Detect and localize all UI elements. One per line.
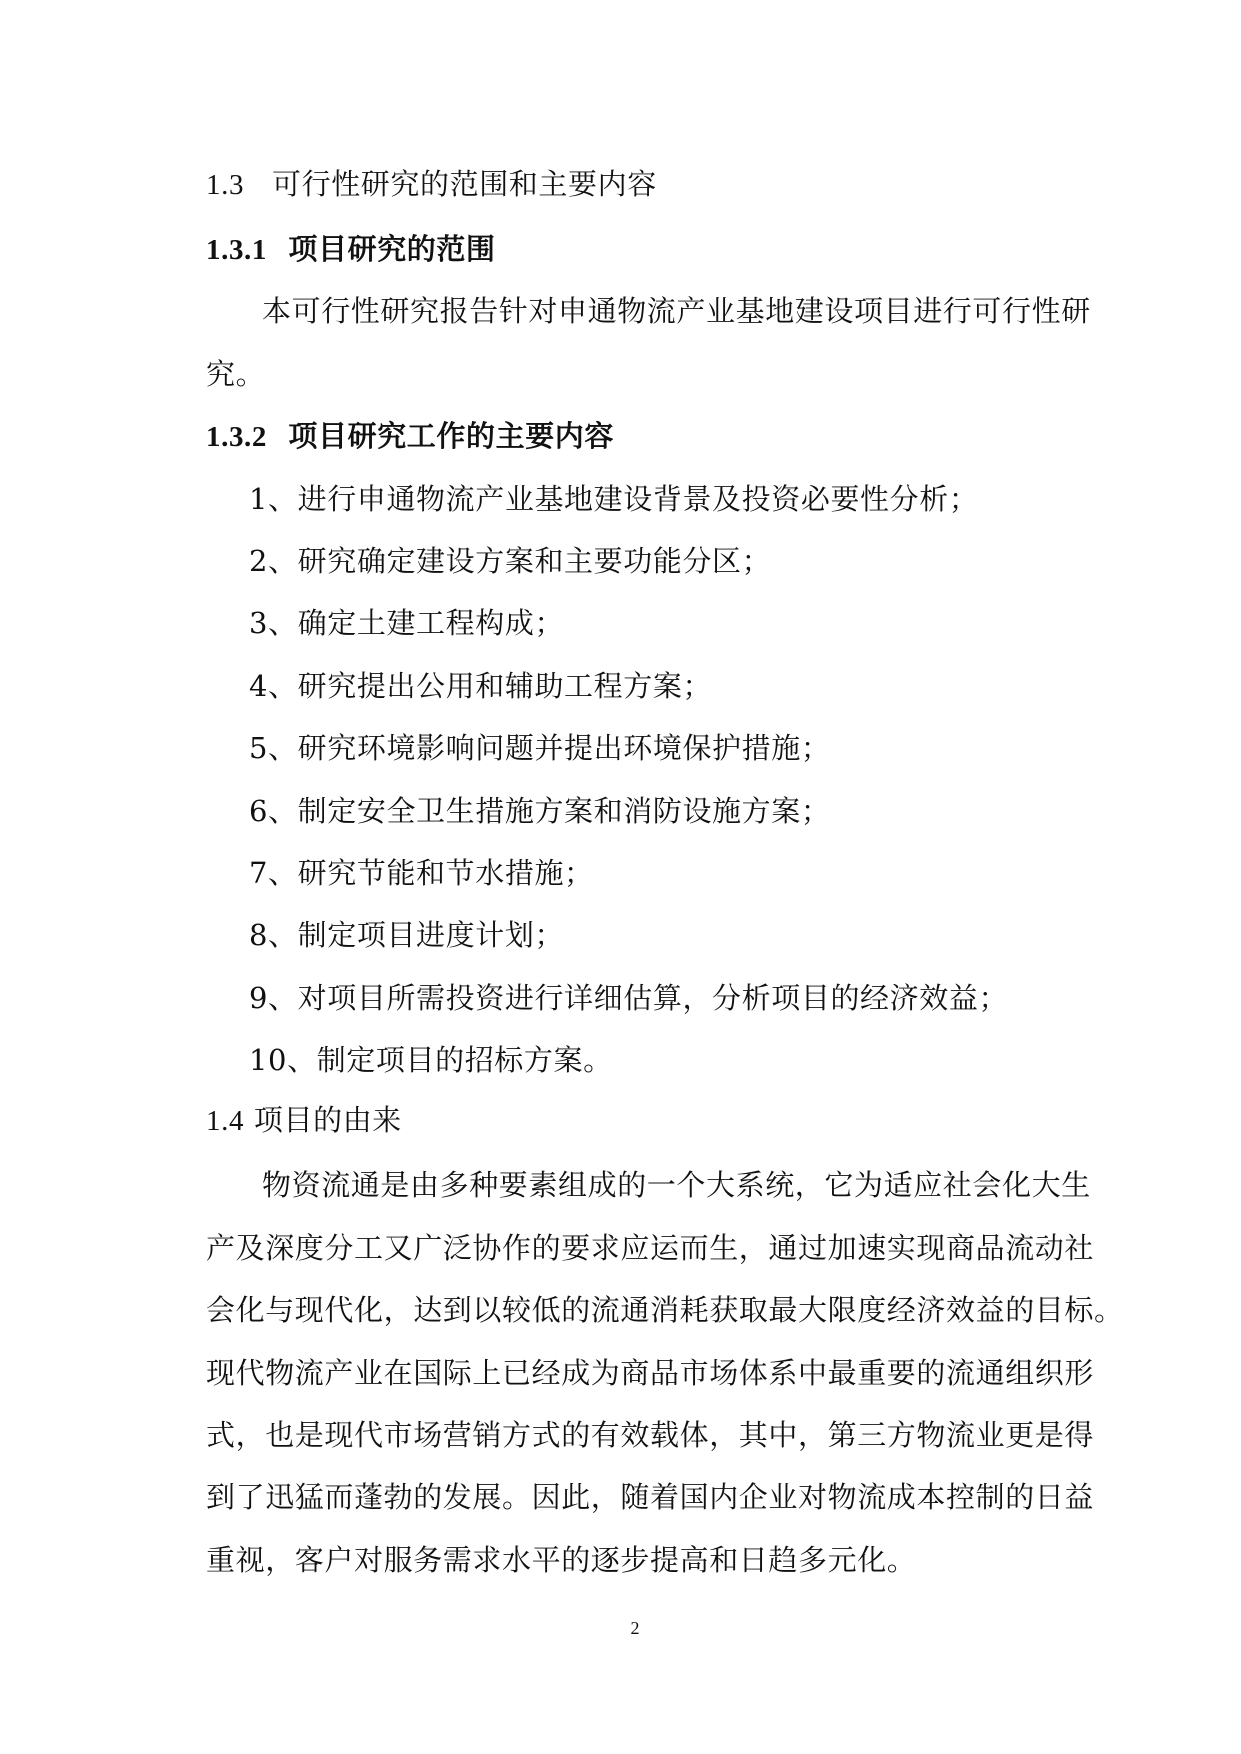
paragraph-line: 现代物流产业在国际上已经成为商品市场体系中最重要的流通组织形	[206, 1356, 1095, 1390]
list-item: 8、制定项目进度计划；	[249, 918, 565, 952]
paragraph-line: 究。	[206, 357, 266, 391]
section-number: 1.3	[206, 169, 245, 201]
list-item: 4、研究提出公用和辅助工程方案；	[249, 669, 713, 703]
list-item: 10、制定项目的招标方案。	[249, 1043, 613, 1077]
paragraph-line: 本可行性研究报告针对申通物流产业基地建设项目进行可行性研	[262, 294, 1091, 328]
subsection-number: 1.3.2	[206, 421, 267, 453]
list-item: 3、确定土建工程构成；	[249, 606, 565, 640]
paragraph-line: 式，也是现代市场营销方式的有效载体，其中，第三方物流业更是得	[206, 1418, 1095, 1452]
list-item: 1、进行申通物流产业基地建设背景及投资必要性分析；	[249, 482, 979, 516]
paragraph-line: 物资流通是由多种要素组成的一个大系统，它为适应社会化大生	[262, 1168, 1091, 1202]
subsection-title: 项目研究工作的主要内容	[288, 419, 615, 453]
section-title: 项目的由来	[253, 1103, 402, 1137]
subsection-title: 项目研究的范围	[288, 232, 496, 266]
list-item: 9、对项目所需投资进行详细估算，分析项目的经济效益；	[249, 981, 1009, 1015]
list-item: 6、制定安全卫生措施方案和消防设施方案；	[249, 794, 831, 828]
page-number: 2	[630, 1618, 640, 1638]
paragraph-line: 产及深度分工又广泛协作的要求应运而生，通过加速实现商品流动社	[206, 1231, 1095, 1265]
subsection-heading-1-3-2	[206, 418, 614, 455]
list-item: 5、研究环境影响问题并提出环境保护措施；	[249, 731, 831, 765]
subsection-heading-1-3-1	[206, 231, 496, 268]
section-heading-1-3	[206, 166, 657, 203]
section-number: 1.4	[206, 1105, 245, 1137]
list-item: 7、研究节能和节水措施；	[249, 856, 594, 890]
list-item: 2、研究确定建设方案和主要功能分区；	[249, 544, 772, 578]
subsection-number: 1.3.1	[206, 234, 267, 266]
section-heading-1-4	[206, 1102, 402, 1139]
paragraph-line: 重视，客户对服务需求水平的逐步提高和日趋多元化。	[206, 1543, 917, 1577]
section-title: 可行性研究的范围和主要内容	[272, 167, 657, 201]
paragraph-line: 会化与现代化，达到以较低的流通消耗获取最大限度经济效益的目标。	[206, 1293, 1124, 1327]
paragraph-line: 到了迅猛而蓬勃的发展。因此，随着国内企业对物流成本控制的日益	[206, 1480, 1095, 1514]
